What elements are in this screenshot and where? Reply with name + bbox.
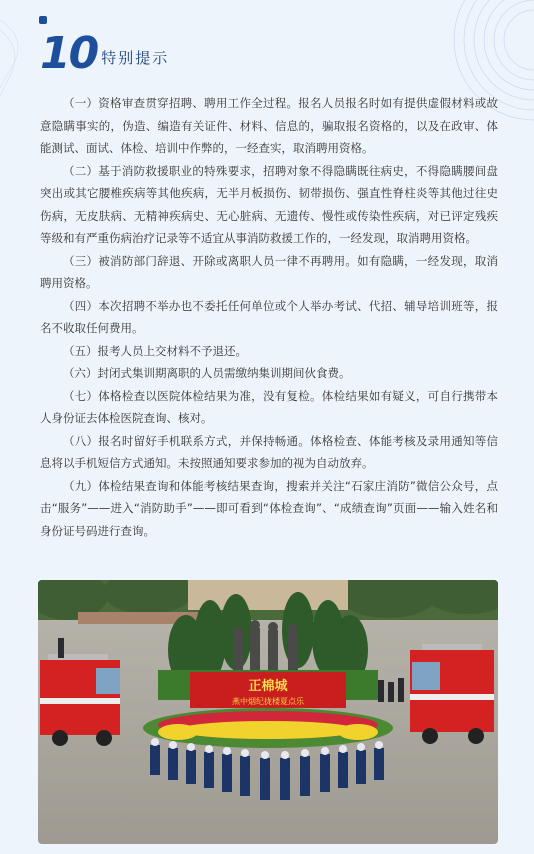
fire-truck-right [410, 644, 494, 744]
notice-paragraph: （七）体格检查以医院体检结果为准，没有复检。体检结果如有疑义，可自行携带本人身份证去体检医院查询、核对。 [40, 388, 498, 425]
photo-illustration [38, 580, 498, 844]
fire-station-photo [38, 580, 498, 844]
notice-paragraph: （四）本次招聘不举办也不委托任何单位或个人举办考试、代招、辅导培训班等，报名不收取任何费用。 [40, 298, 498, 335]
banner-subtitle: 燕中烟纪拢楼夏点乐 [232, 697, 304, 706]
notice-paragraph: （一）资格审查贯穿招聘、聘用工作全过程。报名人员报名时如有提供虚假材料或故意隐瞒事实的，伪造、编造有关证件、材料、信息的，骗取报名资格的，以及在政审、体能测试、面试、体检、培训中作弊的，一经查实，取消聘用资格。 [40, 96, 498, 155]
notice-paragraph: （八）报名时留好手机联系方式，并保持畅通。体格检查、体能考核及录用通知等信息将以手机短信方式通知。未按照通知要求参加的视为自动放弃。 [40, 433, 498, 470]
notice-paragraph: （五）报考人员上交材料不予退还。 [63, 343, 247, 358]
notice-paragraph: （二）基于消防救援职业的特殊要求，招聘对象不得隐瞒既往病史，不得隐瞒腰间盘突出或其它腰椎疾病等其他疾病，无半月板损伤、韧带损伤、强直性脊柱炎等其他过往史伤病，无皮肤病、无精神疾病史、无心脏病、无遗传、慢性或传染性疾病，对已评定残疾等级和有严重伤病治疗记录等不适宜从事消防救援工作的，一经发现，取消聘用资格。 [40, 163, 498, 245]
section-number: 10 [40, 28, 98, 79]
notice-paragraph: （九）体检结果查询和体能考核结果查询，搜索并关注“石家庄消防”微信公众号，点击“服务”——进入“消防助手”——即可看到“体检查询”、“成绩查询”页面——输入姓名和身份证号码进行查询。 [40, 478, 498, 538]
header-accent-square [39, 16, 47, 24]
fire-truck-left [40, 654, 120, 746]
banner-title: 正棉城 [248, 679, 288, 694]
notice-paragraph: （六）封闭式集训期离职的人员需缴纳集训期间伙食费。 [63, 366, 351, 380]
section-title: 特别提示 [101, 49, 170, 67]
notice-content [40, 92, 498, 542]
notice-paragraph: （三）被消防部门辞退、开除或离职人员一律不再聘用。如有隐瞒，一经发现，取消聘用资格。 [40, 253, 498, 290]
section-header [40, 26, 170, 79]
